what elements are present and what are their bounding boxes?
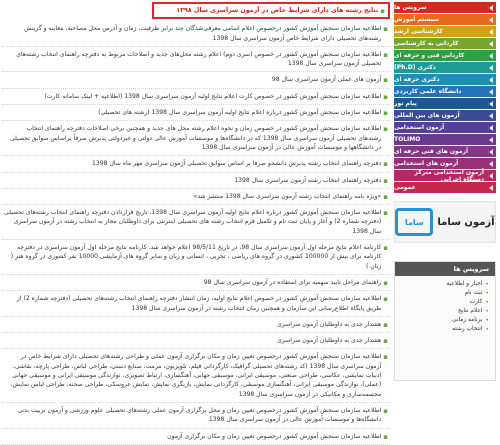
news-item-link[interactable]: اطلاعیه سازمان سنجش آموزش کشور در خصوص زمان و نحوه اعلام رشته محل های جدید و همچنین برخی اصلاحات دفترچه راهنمای انتخاب رشته‌های تحصیلی آزمون سراسری سال 1398 که در دانشگاه‌ها و موسسات آموزش عالی دولتی و غیردولتی پذیرش صرفاً براساس سوابق تحصیلی در دانشگاهها و موسسات آموزش عالی در آزمون سراسری سال 1398 — [9, 125, 382, 151]
news-item[interactable] — [2, 47, 390, 73]
arrow-left-icon — [489, 149, 493, 155]
menu-item-label: کاردانی به کارشناسی — [394, 40, 459, 47]
menu-item-label: کاردانی فنی و حرفه ای — [394, 52, 465, 59]
menu-item-label: آزمون های بین المللی — [394, 112, 460, 119]
news-item[interactable] — [2, 349, 390, 402]
bullet-icon: ▪ — [383, 109, 388, 118]
arrow-left-icon — [489, 77, 493, 83]
bullet-icon: ▪ — [383, 295, 388, 304]
arrow-left-icon — [489, 53, 493, 59]
news-item[interactable] — [2, 275, 390, 291]
bullet-icon: ▪ — [383, 320, 388, 329]
menu-item-label: دکتری حرفه ای — [394, 76, 440, 83]
menu-item[interactable] — [394, 26, 496, 37]
news-item[interactable] — [2, 291, 390, 317]
bullet-icon: • — [485, 299, 489, 306]
bullet-icon: ▪ — [383, 50, 388, 59]
menu-item-label: TOLIMO — [394, 136, 421, 143]
news-item-link[interactable]: هشدار جدی به داوطلبان آزمون سراسری — [277, 337, 382, 345]
news-item[interactable] — [2, 121, 390, 156]
menu-item-label: سرویس ها — [394, 4, 427, 11]
bullet-icon: ▪ — [383, 244, 388, 253]
bullet-icon: ▪ — [383, 337, 388, 346]
menu-item[interactable] — [394, 86, 496, 97]
services-item[interactable] — [401, 289, 489, 298]
services-item-label: کارت — [469, 299, 483, 305]
menu-item[interactable] — [394, 14, 496, 25]
bullet-icon: • — [485, 317, 489, 324]
bullet-icon: ▪ — [383, 76, 388, 85]
news-item-link[interactable]: دفترچه راهنمای انتخاب رشته آزمون سراسری سال 1398 — [234, 176, 382, 184]
news-item[interactable] — [2, 240, 390, 275]
menu-item-label: دانشگاه علمی کاربردی — [394, 88, 462, 95]
logo-icon: ساما — [395, 208, 433, 236]
news-item[interactable] — [2, 333, 390, 349]
menu-item[interactable] — [394, 98, 496, 109]
bullet-icon: • — [485, 281, 489, 288]
menu-item[interactable] — [394, 50, 496, 61]
menu-item-label: آزمون های فنی حرفه ای — [394, 148, 469, 155]
bullet-icon: ▪ — [383, 353, 388, 362]
services-item-label: انتخاب رشته — [452, 326, 483, 332]
news-item-highlighted[interactable] — [152, 2, 390, 19]
menu-item[interactable] — [394, 134, 496, 145]
arrow-left-icon — [489, 65, 493, 71]
bullet-icon: • — [485, 308, 489, 315]
news-item-link[interactable]: اطلاعیه سازمان سنجش آموزش کشور در خصوص (سری دوم) اعلام رشته محل‌های جدید و اصلاحات مربوط به دفترچه راهنمای انتخاب رشته‌های تحصیلی آزمون سراسری سال 1398 — [16, 50, 382, 68]
services-item-label: ثبت نام — [464, 290, 483, 296]
menu-item[interactable] — [394, 158, 496, 169]
menu-item[interactable] — [394, 38, 496, 49]
news-item[interactable] — [2, 189, 390, 205]
bullet-icon: ▪ — [383, 92, 388, 101]
news-item[interactable] — [2, 105, 390, 121]
services-title: سرویس ها — [395, 262, 495, 276]
bullet-icon: ▪ — [383, 192, 388, 201]
sama-logo[interactable] — [394, 201, 496, 243]
news-item[interactable] — [2, 89, 390, 105]
news-item-link[interactable]: اطلاعیه سازمان سنجش آموزش کشور در خصوص کارت اعلام نتایج اولیه آزمون سراسری سال 1398 (اطلاعیه + لینک سامانه کارت) — [44, 92, 382, 100]
bullet-icon: • — [485, 290, 489, 297]
news-item[interactable] — [2, 429, 390, 445]
logo-text: آزمون ساما — [437, 216, 495, 228]
arrow-left-icon — [489, 29, 493, 35]
news-item-link[interactable]: آزمون های عملی آزمون سراسری سال 98 — [271, 76, 382, 84]
menu-item-label: سیستم آموزش — [394, 16, 439, 23]
menu-item[interactable] — [394, 146, 496, 157]
news-list — [2, 2, 390, 441]
arrow-left-icon — [489, 89, 493, 95]
bullet-icon: ▪ — [383, 432, 388, 441]
news-item-link[interactable]: اطلاعیه سازمان سنجش آموزش کشور درباره اعلام نتایج اولیه آزمون سراسری سال 1398. تاریخ قراردادن دفترچه راهنمای انتخاب رشته‌های تحصیلی (دفترچه شماره 2) و آغاز و پایان ثبت نام و تکمیل فرم انتخاب رشته های تحصیلی اینترنتی برای داوطلبان مجاز به انتخاب رشته در آزمون سراسری سال 1398 — [4, 209, 382, 235]
menu-item[interactable] — [394, 62, 496, 73]
arrow-left-icon — [489, 101, 493, 107]
menu-item-label: آزمون استخدامی — [394, 124, 445, 131]
services-item-label: اخبار و اطلاعیه — [446, 281, 483, 287]
menu-item[interactable] — [394, 110, 496, 121]
arrow-left-icon — [489, 113, 493, 119]
menu-item[interactable] — [394, 182, 496, 193]
arrow-left-icon — [489, 17, 493, 23]
services-item-label: برنامه زمانی — [452, 317, 483, 323]
sidebar — [394, 2, 496, 431]
news-item-link[interactable]: اطلاعیه سازمان سنجش آموزش کشور در خصوص اعلام نتایج اولیه، زمان انتشار دفترچه راهنمای انتخاب رشته‌های تحصیلی (دفترچه شماره 2) از طریق پایگاه اطلاع‌رسانی این سازمان و همچنین زمان انتخاب رشته در آزمون سراسری سال 1398 — [16, 295, 382, 312]
news-item[interactable] — [2, 21, 390, 47]
services-item[interactable] — [401, 316, 489, 325]
arrow-left-icon — [489, 137, 493, 143]
news-item[interactable] — [2, 173, 390, 189]
bullet-icon: • — [485, 326, 489, 333]
bullet-icon: ▪ — [383, 125, 388, 134]
news-item-link[interactable]: اطلاعیه سازمان سنجش آموزش کشور درخصوص تعیین زمان و مکان برگزاری آزمون عملی و طراحی رشته‌های تحصیلی دارای شرایط خاص در آزمون سراسری سال 1398 (کد رشته‌های تحصیلی گرافیک، کارگردانی فیلم، تلویزیون، مرمت، صنایع دستی، طراحی لباس، طراحی پارچه، نقاشی، ادبیات نمایشی، عکاسی، طراحی صنعتی، موسیقی ایرانی، موسیقی جهانی، آهنگسازی، ارتباط تصویری، نوازندگی موسیقی ایرانی و موسیقی جهانی (عملی)، نوازندگی موسیقی ایرانی، آهنگسازی موسیقی، کارگردانی نمایش، بازیگری نمایش، نمایش عروسکی، طراحی صحنه، طراحی لباس نمایش، مجسمه‌سازی و مکانیکی در آزمون سراسری سال 1398 — [10, 353, 382, 398]
menu-item-label: دکتری (Ph.D) — [394, 64, 436, 71]
news-item[interactable] — [2, 403, 390, 429]
news-item[interactable] — [2, 156, 390, 172]
bullet-icon: ▪ — [380, 7, 385, 15]
arrow-left-icon — [489, 125, 493, 131]
news-item-link[interactable]: کارنامه اعلام نتایج مرحله اول آزمون سراسری سال 98، در تاریخ 98/5/11 اعلام خواهد شد. کارنامه نتایج مرحله اول آزمون سراسری در دفترچه کارنامه برای بیش از 100000 کشوری در گروه های ریاضی ، تجربی ، انسانی و زبان و سایر گروه های آزمایشی 10000 نفر کشوری در گروه هنر ( زبان ) — [10, 244, 382, 270]
arrow-left-icon — [489, 185, 493, 191]
arrow-left-icon — [489, 173, 493, 179]
bullet-icon: ▪ — [383, 160, 388, 169]
menu-item[interactable] — [394, 170, 496, 181]
menu-item-label: آزمون های استخدامی — [394, 160, 459, 167]
news-item-link[interactable]: اطلاعیه سازمان سنجش آموزش کشور درخصوص تعیین زمان و مکان برگزاری آزمون — [167, 432, 382, 440]
bullet-icon: ▪ — [383, 209, 388, 218]
news-item-link[interactable]: اطلاعیه سازمان سنجش آموزش کشور درخصوص اعلام اسامی معرفی‌شدگان چند برابر ظرفیت، زمان و آدرس محل مصاحبه، معاینه و گزینش رشته‌های تحصیلی دارای شرایط خاص آزمون سراسری سال 1398 — [24, 25, 382, 42]
news-item[interactable] — [2, 317, 390, 333]
bullet-icon: ▪ — [383, 25, 388, 34]
news-item[interactable] — [2, 205, 390, 240]
news-item-link[interactable]: «ویژه نامه راهنمای انتخاب رشته آزمون سراسری سال 1398 منتشر شد» — [193, 192, 382, 200]
menu-item-label: پیام نور — [394, 100, 417, 107]
services-list — [395, 280, 495, 334]
services-item[interactable] — [401, 280, 489, 289]
menu-item[interactable] — [394, 122, 496, 133]
services-item-label: اعلام نتایج — [458, 308, 483, 314]
bullet-icon: ▪ — [383, 278, 388, 287]
menu-item-label: کارشناسی ارشد — [394, 28, 443, 35]
news-item-link[interactable]: هشدار جدی به داوطلبان آزمون سراسری — [277, 320, 382, 328]
news-item-link[interactable]: نتایج رشته های دارای شرایط خاص در آزمون سراسری سال ۱۳۹۸ — [176, 7, 379, 14]
news-item-link[interactable]: اطلاعیه سازمان سنجش آموزش کشور درباره اعلام نتایج اولیه آزمون سراسری سال 1398 (رشته های تحصیلی) — [98, 109, 382, 117]
news-item-link[interactable]: دفترچه راهنمای انتخاب رشته پذیرش دانشجو صرفا بر اساس سوابق تحصیلی آزمون سراسری مهر ماه سال 1398 — [92, 160, 382, 168]
news-item[interactable] — [2, 72, 390, 88]
category-menu — [394, 2, 496, 193]
menu-item-label: عمومی — [394, 184, 416, 191]
menu-item[interactable] — [394, 74, 496, 85]
menu-item[interactable] — [394, 2, 496, 13]
bullet-icon: ▪ — [383, 406, 388, 415]
arrow-left-icon — [489, 5, 493, 11]
services-panel — [394, 261, 496, 381]
services-item[interactable] — [401, 298, 489, 307]
services-item[interactable] — [401, 307, 489, 316]
bullet-icon: ▪ — [383, 176, 388, 185]
services-item[interactable] — [401, 325, 489, 334]
arrow-left-icon — [489, 41, 493, 47]
news-item-link[interactable]: اطلاعیه سازمان سنجش آموزش کشور درخصوص تعیین زمان و محل برگزاری آزمون عملی رشته‌های تحصیلی علوم ورزشی و آزمون تربیت بدنی دانشگاه‌ها و موسسات آموزش عالی در آزمون سراسری سال 1398 — [17, 406, 382, 424]
menu-item-label: آزمون استخدامی مترکز دستگاه اجرایی — [414, 168, 484, 183]
arrow-left-icon — [489, 161, 493, 167]
news-item-link[interactable]: راهنمای مراحل تایید سهمیه برای استفاده در آزمون سراسری سال 98 — [203, 278, 382, 286]
